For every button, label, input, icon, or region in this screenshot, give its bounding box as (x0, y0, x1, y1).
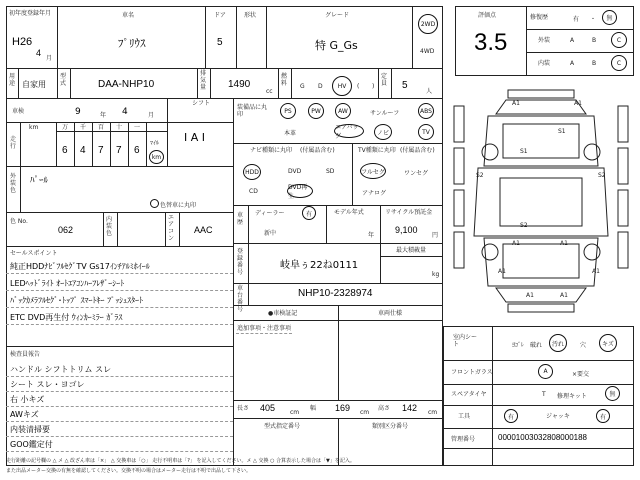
nav-type-note: (付属品含む) (300, 147, 335, 154)
tools-yes-circle (504, 409, 518, 423)
equip-nav-circle (374, 124, 392, 140)
mileage-km-circle (149, 150, 164, 164)
sales-point-3: ﾊﾞｯｸｶﾒﾗﾌﾙｾｸﾞ･ﾄｯﾌﾟ ｽﾏｰﾄｷｰ ﾌﾟｯｼｭｽﾀｰﾄ (10, 296, 144, 305)
nav-dvd: DVD (288, 168, 302, 175)
nav-hdd-circle (243, 164, 261, 180)
mileage-digit-3: 7 (98, 145, 104, 156)
mileage-unit: km (151, 153, 162, 161)
height-unit: cm (428, 409, 438, 416)
aircon-value: AAC (194, 225, 213, 235)
equipment-label: 装備品に丸印 (237, 104, 268, 118)
diag-mark-8: A1 (512, 240, 520, 247)
spare-tire-none: 無 (609, 391, 616, 398)
recycle-unit: 円 (432, 232, 439, 239)
equip-ps-circle (280, 103, 296, 119)
spec-label: 車両仕様 (378, 310, 403, 317)
inspector-line-3: 右 小キズ (10, 395, 45, 404)
tv-type-label: TV種類に丸印 (358, 147, 396, 154)
repair-no-circle (602, 10, 617, 25)
windshield-a: A (543, 368, 548, 375)
mileage-digit-header-5: 一 (134, 124, 141, 131)
mileage-digit-header-3: 百 (98, 124, 105, 131)
sales-point-1: 純正HDDﾅﾋﾞﾌﾙｾｸﾞTV Gs17ｲﾝﾁｱﾙﾐﾎｲｰﾙ (10, 262, 150, 271)
inspector-line-5: 内装清掃要 (10, 425, 50, 434)
disp-label: 排気量 (200, 70, 207, 91)
exterior-color-label: 外装色 (10, 173, 17, 194)
diag-mark-5: S2 (476, 172, 484, 179)
length-label: 長さ (237, 405, 250, 412)
use-label: 用途 (9, 73, 16, 87)
sales-points-label: セールスポイント (10, 250, 58, 257)
tv-type-note: (付属品含む) (400, 147, 435, 154)
inspector-line-1: ハンドル シフトトリム スレ (10, 365, 112, 374)
dealer-val: 有 (305, 210, 312, 218)
nav-dvd-play-circle (287, 184, 313, 198)
repair-label: 修復歴 (530, 14, 549, 21)
aircon-label: エアコン (168, 214, 175, 242)
grade-value: 特 G_Gs (315, 39, 358, 52)
diag-mark-10: A1 (498, 268, 506, 275)
model-value: DAA-NHP10 (98, 79, 155, 90)
inspection-label: 車検 (12, 108, 25, 115)
int-opt-c: C (616, 59, 622, 67)
mileage-label: 走行 (10, 136, 17, 150)
grade-label: グレード (325, 12, 350, 19)
doors-label: ドア (214, 12, 226, 19)
car-name-label: 車名 (122, 12, 135, 19)
model-year-label: モデル年式 (334, 209, 364, 216)
fuel-hv-circle (332, 76, 352, 96)
interior-color-label: 内装色 (106, 216, 113, 237)
max-load-unit: kg (432, 271, 440, 278)
sales-point-2: LEDﾍｯﾄﾞﾗｲﾄ ｵｰﾄｴｱｺﾝﾊｰﾌﾚｻﾞｰｼｰﾄ (10, 279, 125, 288)
equip-tv-circle (418, 124, 434, 140)
rating-value: 3.5 (474, 29, 508, 56)
diag-mark-9: A1 (560, 240, 568, 247)
width-label: 幅 (310, 405, 317, 412)
doors-value: 5 (217, 37, 223, 48)
ext-c-circle (611, 32, 627, 48)
dealer-sub: 新中 (264, 230, 277, 237)
fuel-d: D (318, 83, 323, 90)
dealer-circle (302, 206, 316, 220)
diag-mark-13: A1 (560, 292, 568, 299)
footer-note-2: また出品メーター交換の有無を確認してください。交換不明の場合はメーター走行は不明で出品して下さい。 (6, 468, 252, 474)
equip-pw: PW (311, 107, 321, 115)
mileage-digit-5: 6 (134, 145, 140, 156)
equip-abs-circle (418, 103, 434, 119)
cap-unit: 人 (426, 88, 433, 95)
reg-month: 4 (36, 48, 42, 58)
owner-label: ●車検証記 (268, 310, 298, 317)
spare-tire-none-circle (605, 386, 620, 401)
color-change-circle (150, 199, 159, 208)
equip-tv: TV (422, 128, 430, 136)
drive-4wd: 4WD (420, 48, 435, 55)
ext-opt-a: A (570, 37, 575, 44)
inspector-line-4: AWキズ (10, 410, 39, 419)
tv-analog: アナログ (362, 190, 387, 197)
chassis-label: 車台番号 (237, 285, 244, 313)
mgmt-value: 00001003032808000188 (498, 433, 587, 442)
equip-airbag: エアバッグ (335, 124, 359, 140)
inspector-label: 検査員報告 (10, 351, 41, 358)
cap-label: 定員 (381, 73, 388, 87)
length-unit: cm (290, 409, 300, 416)
height-label: 高さ (378, 405, 391, 412)
seat-opt-1: ﾖｺﾞﾚ (512, 342, 525, 349)
repair-opt-yes: 有 (573, 16, 580, 23)
equip-pw-circle (308, 103, 324, 119)
model-label: 型式 (60, 73, 67, 87)
max-load-label: 最大積載量 (396, 247, 427, 254)
mileage-head-label: km (29, 124, 39, 131)
tv-fullseg: フルセグ (361, 168, 385, 176)
diag-mark-4: S1 (520, 148, 528, 155)
equip-aw: AW (338, 107, 348, 115)
diag-mark-6: S2 (598, 172, 606, 179)
car-name-value: ﾌﾟﾘｳｽ (118, 37, 146, 50)
disp-unit: cc (266, 88, 273, 95)
mileage-unit-label: ﾏｲﾙ (150, 140, 160, 147)
mileage-digit-header-1: 万 (62, 124, 69, 131)
seat-opt-5: キズ (602, 340, 614, 348)
nav-type-label: ナビ種類に丸印 (250, 147, 293, 154)
inspection-month: 4 (122, 107, 128, 117)
int-opt-a: A (570, 60, 575, 67)
tools-yes: 有 (507, 413, 514, 421)
fuel-g: G (300, 83, 305, 90)
nav-dvd-play: DVD再生 (288, 184, 308, 200)
cap-value: 5 (402, 80, 408, 91)
tv-oneseg: ワンセグ (404, 170, 429, 177)
seat-opt-2: 破れ (530, 342, 543, 349)
car-body-diagram (448, 86, 634, 314)
jack-yes-circle (596, 409, 610, 423)
seat-opt-5-circle (599, 334, 617, 352)
equip-sunroof: サンルーフ (370, 110, 400, 117)
equip-aw-circle (335, 103, 351, 119)
reg-label: 初年度登録年月 (9, 10, 52, 17)
inspection-year: 9 (75, 107, 81, 117)
recycle-val: 9,100 (395, 225, 418, 235)
interior-grade-label: 内装 (538, 60, 551, 67)
equip-abs: ABS (420, 107, 432, 115)
equip-ps: PS (284, 107, 292, 115)
mileage-digit-header-2: 千 (80, 124, 87, 131)
height-val: 142 (402, 403, 418, 413)
exterior-grade-label: 外装 (538, 37, 551, 44)
color-code-value: 062 (58, 225, 74, 235)
mileage-digit-1: 6 (62, 145, 68, 156)
inspector-line-2: シート スレ・ヨゴレ (10, 380, 85, 389)
nav-sd: SD (326, 168, 335, 175)
seat-opt-4: 穴 (580, 342, 587, 349)
tools-label: 工具 (458, 413, 471, 420)
nav-cd: CD (249, 188, 258, 195)
fuel-hv: HV (337, 82, 347, 90)
mileage-digit-4: 7 (116, 145, 122, 156)
footer-note-1: 走行距離の記号欄の △ メ △ 改ざん車は「×」 △ 交換車は「○」 走行不明車は「?」 を記入してください。メ △ 交換 ○ 合算表示した場合は「▼」を記入。 (6, 458, 355, 464)
inspection-year-unit: 年 (100, 112, 107, 119)
shape-label: 形状 (244, 12, 257, 19)
diag-mark-3: S1 (558, 128, 566, 135)
jack-label: ジャッキ (546, 413, 570, 420)
windshield-a-circle (538, 364, 553, 379)
diag-mark-1: A1 (512, 100, 520, 107)
tv-fullseg-circle (360, 163, 386, 179)
diag-mark-11: A1 (592, 268, 600, 275)
mgmt-label: 管理番号 (451, 436, 476, 443)
seat-opt-3-circle (549, 334, 567, 352)
jack-yes: 有 (599, 413, 606, 421)
fuel-paren-open: ( (357, 83, 360, 90)
width-val: 169 (335, 403, 351, 413)
spare-tire-t: T (542, 391, 546, 398)
registration-notes: 追加事項・注意事項 (237, 325, 292, 332)
fuel-paren-close: ) (372, 83, 375, 90)
spare-tire-label: スペアタイヤ (451, 391, 487, 398)
inspection-month-unit: 月 (148, 112, 155, 119)
ext-opt-c: C (616, 36, 622, 44)
nav-hdd: HDD (245, 168, 259, 176)
chassis-value: NHP10-2328974 (298, 288, 373, 299)
class-label: 類別区分番号 (372, 423, 409, 430)
length-val: 405 (260, 403, 276, 413)
reg-era: H26 (12, 36, 33, 48)
plate-label: 登録番号 (237, 248, 244, 276)
fuel-label: 燃料 (281, 73, 288, 87)
diag-mark-7: S2 (520, 222, 528, 229)
ext-opt-b: B (592, 37, 597, 44)
drive-2wd-circle (418, 14, 438, 34)
model-year-val: 年 (368, 232, 375, 239)
inspector-line-6: GOO鑑定付 (10, 440, 53, 449)
equip-airbag-circle (334, 124, 364, 138)
history-label: 車歴 (237, 212, 244, 226)
exterior-color-value: ﾊﾟｰﾙ (30, 176, 49, 186)
equip-leather: 本革 (284, 130, 297, 137)
seat-label: 室内シート (453, 334, 478, 348)
int-c-circle (611, 55, 627, 71)
sales-point-4: ETC DVD再生付 ｳｨﾝｶｰﾐﾗｰ ｶﾞﾗｽ (10, 313, 123, 322)
spare-tire-kit: 修理キット (557, 393, 587, 400)
width-unit: cm (360, 409, 370, 416)
diag-mark-12: A1 (526, 292, 534, 299)
rating-label: 評価点 (478, 12, 497, 19)
seat-opt-3: 汚れ (551, 340, 564, 348)
repair-opt-sep: ・ (590, 16, 597, 23)
shift-value: I A I (184, 131, 206, 144)
shift-label: シフト (192, 100, 211, 107)
repair-opt-no: 無 (606, 15, 613, 22)
use-value: 自家用 (22, 80, 46, 89)
color-code-label: 色 No. (10, 218, 28, 225)
recycle-label: リサイクル預託金 (385, 209, 433, 216)
exterior-color-note: 色替車に丸印 (160, 202, 197, 209)
windshield-x: ×要交 (572, 371, 590, 378)
dealer-label: ディーラー (255, 210, 285, 217)
mileage-digit-header-4: 十 (116, 124, 123, 131)
diag-mark-2: A1 (574, 100, 582, 107)
disp-value: 1490 (228, 79, 251, 90)
int-opt-b: B (592, 60, 597, 67)
reg-month-unit: 月 (46, 55, 53, 62)
plate-value: 岐阜ぅ22ね0111 (280, 260, 359, 271)
equip-nav: ノビ (376, 129, 389, 137)
windshield-label: フロントガラス (451, 369, 493, 376)
type-spec-label: 型式指定番号 (264, 423, 301, 430)
drive-2wd: 2WD (420, 20, 436, 28)
mileage-digit-2: 4 (80, 145, 86, 156)
